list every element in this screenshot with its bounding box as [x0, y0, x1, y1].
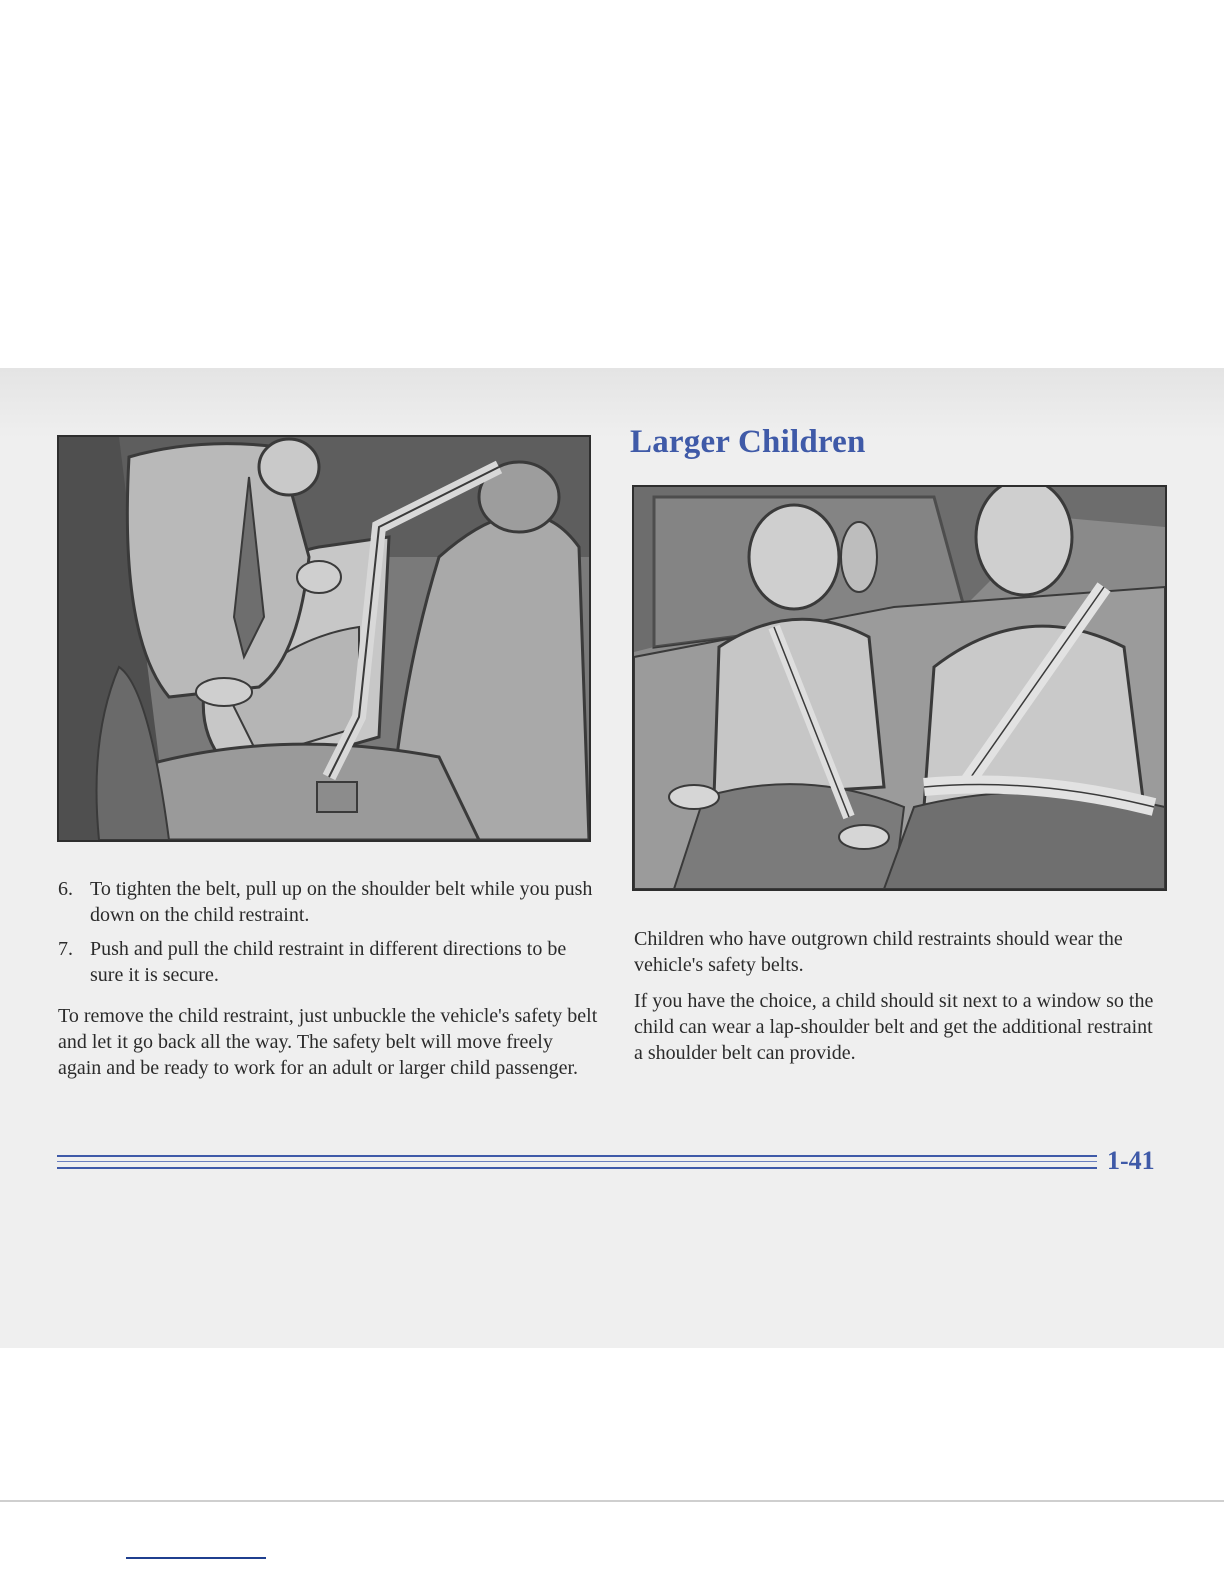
step-item: [58, 876, 603, 928]
page-bottom-edge: [0, 1500, 1224, 1502]
child-restraint-drawing: [59, 437, 589, 840]
footer-rule: [57, 1167, 1097, 1169]
outgrown-restraints-paragraph: Children who have outgrown child restraints should wear the vehicle's safety belts.: [634, 928, 1123, 976]
footer-rule: [57, 1161, 1097, 1162]
step-text: To tighten the belt, pull up on the shoulder belt while you push down on the child restraint.: [90, 878, 593, 926]
child-restraint-illustration: [57, 435, 591, 842]
larger-children-drawing: [634, 487, 1165, 889]
footer-rule: [57, 1155, 1097, 1157]
page-top-shade: [0, 368, 1224, 438]
step-number: 7.: [58, 938, 73, 960]
page-number: 1-41: [1107, 1146, 1155, 1175]
section-title-larger-children: Larger Children: [630, 424, 866, 460]
bottom-divider-line: [126, 1557, 266, 1559]
larger-children-illustration: [632, 485, 1167, 891]
step-text: Push and pull the child restraint in different directions to be sure it is secure.: [90, 938, 567, 986]
step-item: [58, 936, 603, 988]
installation-steps-list: [58, 876, 603, 996]
window-seat-paragraph: If you have the choice, a child should sit next to a window so the child can wear a lap-shoulder belt and get the additional restraint a shoulder belt can provide.: [634, 990, 1154, 1064]
remove-restraint-paragraph: To remove the child restraint, just unbuckle the vehicle's safety belt and let it go back all the way. The safety belt will move freely again and be ready to work for an adult or larger child passenger.: [58, 1005, 598, 1079]
step-number: 6.: [58, 878, 73, 900]
